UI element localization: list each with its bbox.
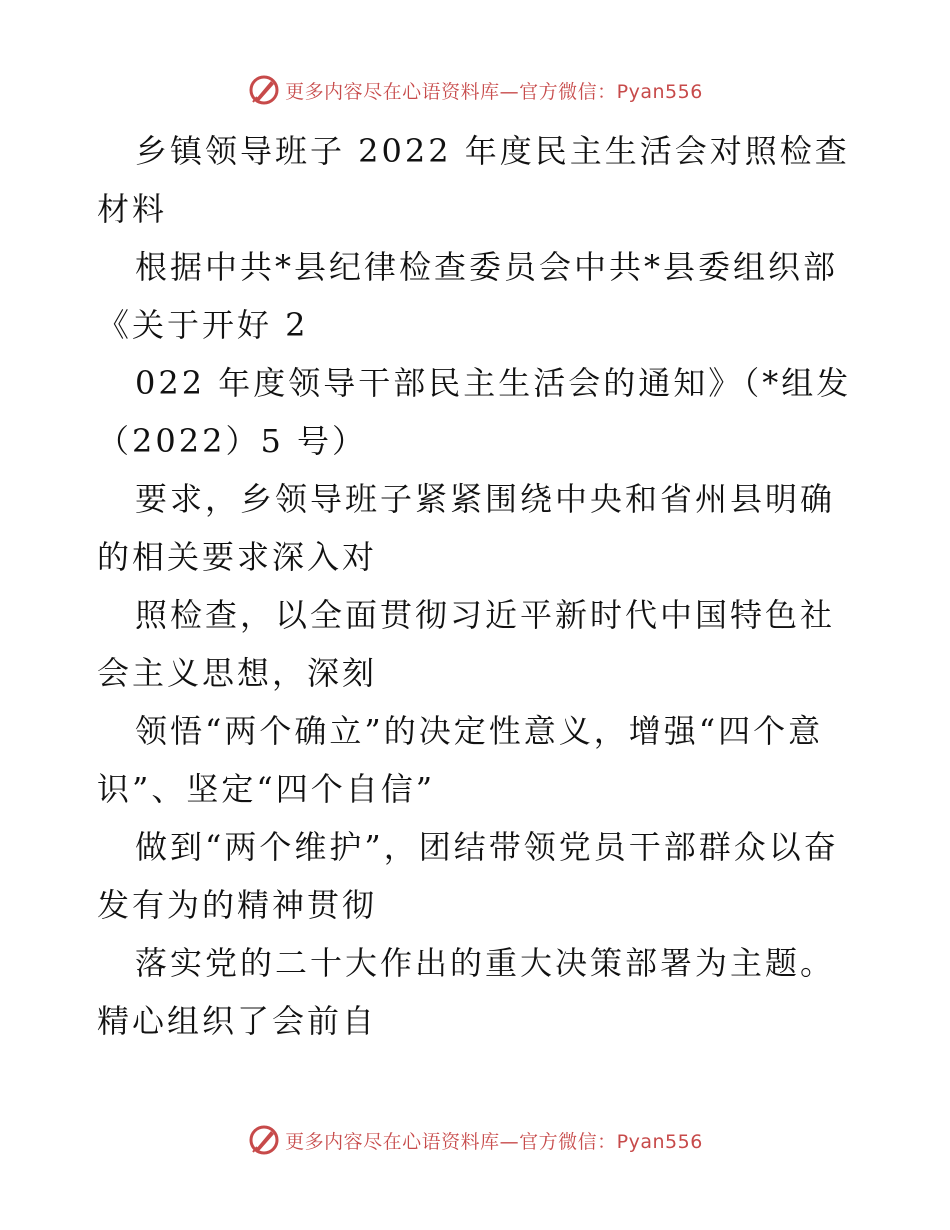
paragraph: 022 年度领导干部民主生活会的通知》（*组发（2022）5 号） (97, 364, 852, 460)
paragraph: 落实党的二十大作出的重大决策部署为主题。精心组织了会前自 (97, 944, 836, 1040)
header-watermark (0, 70, 950, 110)
footer-watermark (0, 1120, 950, 1160)
paragraph: 领悟“两个确立”的决定性意义，增强“四个意识”、坚定“四个自信” (97, 712, 824, 808)
document-body (97, 122, 857, 1050)
paragraph: 照检查，以全面贯彻习近平新时代中国特色社会主义思想，深刻 (97, 596, 836, 692)
header-watermark-text: 更多内容尽在心语资料库—官方微信：Pyan556 (285, 80, 703, 103)
feather-pen-circle-icon (247, 1123, 281, 1157)
footer-watermark-text: 更多内容尽在心语资料库—官方微信：Pyan556 (285, 1130, 703, 1153)
paragraph: 要求，乡领导班子紧紧围绕中央和省州县明确的相关要求深入对 (97, 480, 836, 576)
paragraph-title: 乡镇领导班子 2022 年度民主生活会对照检查材料 (97, 132, 850, 228)
paragraph: 做到“两个维护”，团结带领党员干部群众以奋发有为的精神贯彻 (97, 828, 839, 924)
paragraph: 根据中共*县纪律检查委员会中共*县委组织部《关于开好 2 (97, 248, 839, 344)
feather-pen-circle-icon (247, 73, 281, 107)
